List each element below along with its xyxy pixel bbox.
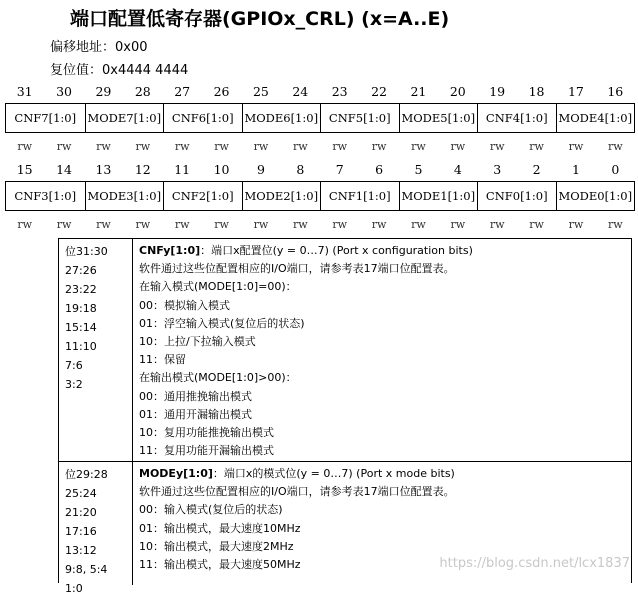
field-cell: MODE5[1:0]	[399, 104, 478, 132]
bit-range: 11:10	[65, 340, 97, 353]
description-line: 00：模拟输入模式	[139, 298, 230, 312]
register-title: 端口配置低寄存器(GPIOx_CRL) (x=A..E)	[70, 8, 450, 30]
rw-label: rw	[607, 218, 623, 231]
rw-label: rw	[568, 218, 584, 231]
bit-range: 13:12	[65, 544, 97, 557]
bottom-fields	[5, 181, 635, 211]
rw-label: rw	[214, 218, 229, 231]
field-cell: MODE4[1:0]	[556, 104, 635, 132]
rw-label: rw	[411, 218, 426, 231]
offset-address: 偏移地址：0x00	[50, 40, 148, 55]
bit-number: 16	[607, 84, 624, 99]
bit-number: 29	[95, 84, 112, 99]
field-cell: CNF6[1:0]	[163, 104, 242, 132]
field-cell: MODE0[1:0]	[556, 182, 635, 210]
field-cell: CNF2[1:0]	[163, 182, 242, 210]
rw-label: rw	[96, 218, 111, 231]
bit-number: 25	[252, 84, 269, 99]
bit-number: 8	[296, 162, 305, 177]
bit-range: 19:18	[65, 302, 97, 315]
bit-number: 22	[371, 84, 388, 99]
field-cell: CNF0[1:0]	[477, 182, 556, 210]
rw-label: rw	[450, 140, 466, 153]
top-rw-row	[5, 140, 635, 153]
bit-number: 4	[453, 162, 462, 177]
bit-range: 位29:28	[65, 468, 108, 481]
rw-label: rw	[17, 140, 33, 153]
field-cell: CNF5[1:0]	[320, 104, 399, 132]
description-line: 10：输出模式，最大速度2MHz	[139, 539, 294, 553]
rw-label: rw	[174, 140, 190, 153]
bit-number: 1	[571, 162, 580, 177]
bit-number: 6	[375, 162, 384, 177]
bit-range: 17:16	[65, 525, 97, 538]
rw-label: rw	[135, 140, 151, 153]
field-cell: MODE6[1:0]	[242, 104, 321, 132]
bit-number: 18	[528, 84, 545, 99]
bottom-rw-row	[5, 218, 635, 231]
rw-label: rw	[371, 140, 387, 153]
description-line: 10：上拉/下拉输入模式	[139, 335, 256, 349]
bit-range: 25:24	[65, 487, 97, 500]
mode-name: MODEy[1:0]	[139, 467, 213, 480]
rw-label: rw	[174, 218, 190, 231]
field-cell: CNF7[1:0]	[14, 111, 77, 125]
rw-label: rw	[529, 140, 544, 153]
top-fields	[5, 103, 635, 133]
rw-label: rw	[56, 218, 72, 231]
bit-range: 7:6	[65, 359, 83, 372]
field-cell: CNF3[1:0]	[14, 189, 77, 203]
bit-number: 23	[331, 84, 348, 99]
cnf-bits	[59, 239, 133, 461]
bit-number: 12	[134, 162, 151, 177]
mode-bits	[59, 462, 133, 595]
bit-number: 3	[493, 162, 502, 177]
rw-label: rw	[56, 140, 72, 153]
reset-value: 复位值：0x4444 4444	[50, 63, 189, 78]
cnf-description	[139, 242, 627, 460]
bit-range: 3:2	[65, 378, 83, 391]
bit-range: 27:26	[65, 264, 97, 277]
bit-number: 0	[611, 162, 620, 177]
bit-number: 31	[16, 84, 33, 99]
field-cell: MODE7[1:0]	[85, 104, 164, 132]
description-line: 00：通用推挽输出模式	[139, 389, 252, 403]
rw-label: rw	[332, 140, 348, 153]
field-cell: CNF1[1:0]	[320, 182, 399, 210]
rw-label: rw	[371, 218, 387, 231]
bit-range: 21:20	[65, 506, 97, 519]
description-line: 软件通过这些位配置相应的I/O端口，请参考表17端口位配置表。	[139, 485, 455, 499]
bit-number: 13	[95, 162, 112, 177]
bit-range: 15:14	[65, 321, 97, 334]
bit-number: 9	[256, 162, 265, 177]
mode-summary: ：端口x的模式位(y = 0…7) (Port x mode bits)	[212, 467, 455, 480]
description-table	[58, 238, 632, 595]
bottom-bit-numbers	[5, 162, 635, 177]
bit-number: 2	[532, 162, 541, 177]
rw-label: rw	[96, 140, 111, 153]
bit-range: 9:8, 5:4	[65, 563, 108, 576]
rw-label: rw	[135, 218, 151, 231]
rw-label: rw	[529, 218, 544, 231]
bit-number: 24	[292, 84, 309, 99]
watermark: https://blog.csdn.net/lcx1837	[439, 556, 630, 571]
field-cell: MODE3[1:0]	[85, 182, 164, 210]
rw-label: rw	[489, 218, 505, 231]
bit-number: 30	[56, 84, 73, 99]
rw-label: rw	[489, 140, 505, 153]
field-cell: MODE2[1:0]	[242, 182, 321, 210]
description-line: 在输出模式(MODE[1:0]>00)：	[139, 371, 297, 385]
description-line: 11：复用功能开漏输出模式	[139, 444, 274, 458]
description-line: 00：输入模式(复位后的状态)	[139, 503, 283, 517]
bit-number: 19	[489, 84, 506, 99]
rw-label: rw	[292, 218, 308, 231]
description-line: 11：保留	[139, 353, 186, 367]
rw-label: rw	[450, 218, 466, 231]
bit-number: 17	[567, 84, 584, 99]
description-line: 01：浮空输入模式(复位后的状态)	[139, 316, 305, 330]
cnf-name: CNFy[1:0]	[139, 244, 201, 257]
description-line: 01：通用开漏输出模式	[139, 407, 252, 421]
rw-label: rw	[568, 140, 584, 153]
rw-label: rw	[253, 140, 269, 153]
bit-number: 21	[410, 84, 427, 99]
bit-number: 11	[174, 162, 191, 177]
rw-label: rw	[332, 218, 348, 231]
description-line: 01：输出模式，最大速度10MHz	[139, 521, 301, 535]
rw-label: rw	[292, 140, 308, 153]
description-line: 在输入模式(MODE[1:0]=00)：	[139, 280, 297, 294]
bit-range: 23:22	[65, 283, 97, 296]
rw-label: rw	[17, 218, 33, 231]
rw-label: rw	[411, 140, 426, 153]
bit-number: 15	[16, 162, 33, 177]
bit-number: 10	[213, 162, 230, 177]
bit-number: 28	[134, 84, 151, 99]
description-line: 软件通过这些位配置相应的I/O端口，请参考表17端口位配置表。	[139, 262, 455, 276]
description-line: 10：复用功能推挽输出模式	[139, 426, 274, 440]
field-cell: MODE1[1:0]	[399, 182, 478, 210]
bit-number: 26	[213, 84, 230, 99]
description-line: 11：输出模式，最大速度50MHz	[139, 558, 301, 572]
bit-number: 27	[174, 84, 191, 99]
bit-range: 位31:30	[65, 245, 108, 258]
rw-label: rw	[607, 140, 623, 153]
rw-label: rw	[214, 140, 229, 153]
bit-number: 20	[449, 84, 466, 99]
bit-number: 14	[56, 162, 73, 177]
bit-number: 5	[414, 162, 423, 177]
cnf-summary: ：端口x配置位(y = 0…7) (Port x configuration bits)	[200, 244, 473, 257]
bit-number: 7	[335, 162, 344, 177]
cnf-row	[59, 239, 631, 461]
field-cell: CNF4[1:0]	[477, 104, 556, 132]
bit-range: 1:0	[65, 582, 83, 595]
top-bit-numbers	[5, 84, 635, 99]
rw-label: rw	[253, 218, 269, 231]
